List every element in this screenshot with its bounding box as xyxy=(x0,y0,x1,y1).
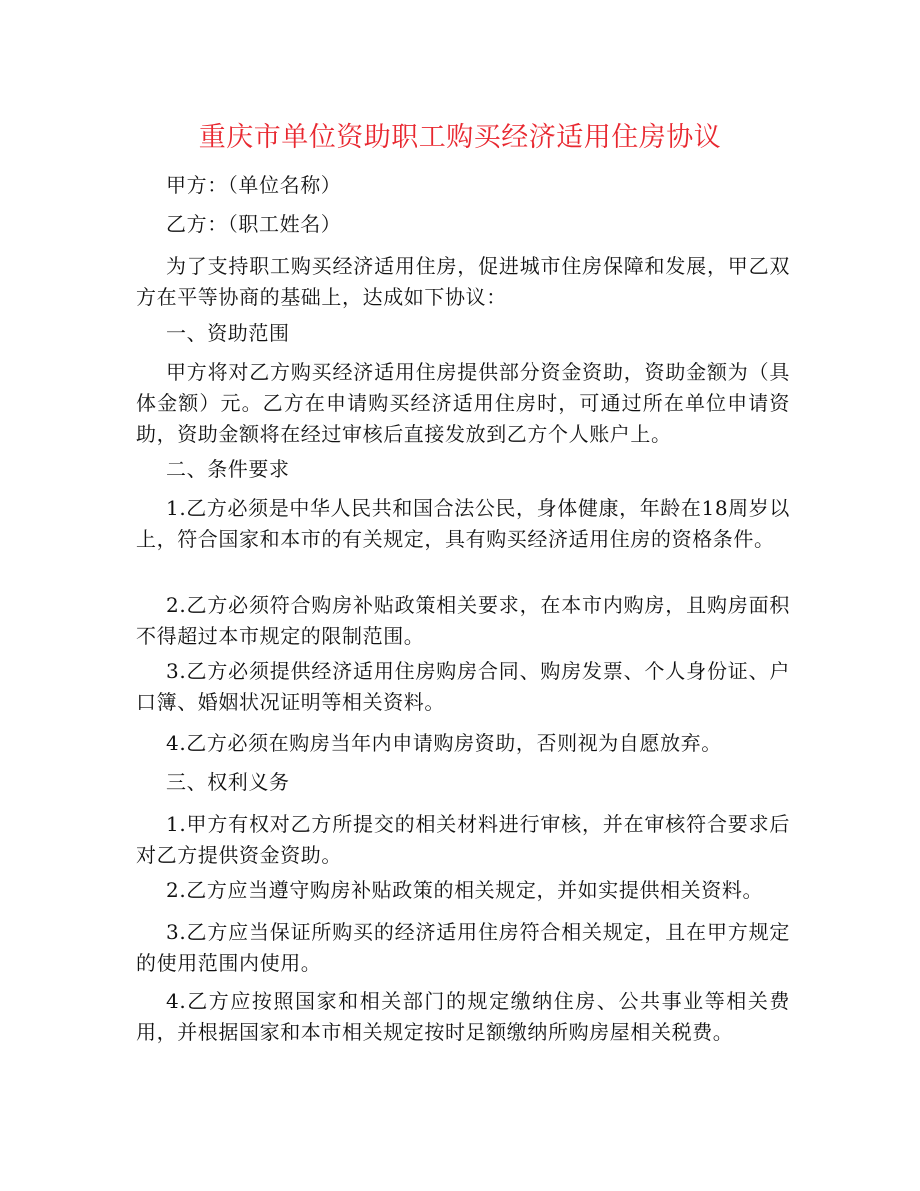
rights-item-1: 1.甲方有权对乙方所提交的相关材料进行审核，并在审核符合要求后对乙方提供资金资助。 xyxy=(136,812,790,867)
requirement-item-1: 1.乙方必须是中华人民共和国合法公民，身体健康，年龄在18周岁以上，符合国家和本市的有关规定，具有购买经济适用住房的资格条件。 xyxy=(136,496,790,551)
section-heading-requirements: 二、条件要求 xyxy=(166,457,290,481)
requirement-item-3: 3.乙方必须提供经济适用住房购房合同、购房发票、个人身份证、户口簿、婚姻状况证明等相关资料。 xyxy=(136,659,790,714)
preamble-paragraph: 为了支持职工购买经济适用住房，促进城市住房保障和发展，甲乙双方在平等协商的基础上，达成如下协议： xyxy=(136,254,790,309)
rights-item-3: 3.乙方应当保证所购买的经济适用住房符合相关规定，且在甲方规定的使用范围内使用。 xyxy=(136,920,790,975)
party-a-line: 甲方：（单位名称） xyxy=(166,173,342,197)
section-heading-funding-scope: 一、资助范围 xyxy=(166,321,290,345)
section-heading-rights-obligations: 三、权利义务 xyxy=(166,770,290,794)
funding-scope-paragraph: 甲方将对乙方购买经济适用住房提供部分资金资助，资助金额为（具体金额）元。乙方在申请购买经济适用住房时，可通过所在单位申请资助，资助金额将在经过审核后直接发放到乙方个人账户上。 xyxy=(136,360,790,446)
document-title: 重庆市单位资助职工购买经济适用住房协议 xyxy=(198,122,722,153)
party-b-line: 乙方：（职工姓名） xyxy=(166,212,342,236)
requirement-item-2: 2.乙方必须符合购房补贴政策相关要求，在本市内购房，且购房面积不得超过本市规定的限制范围。 xyxy=(136,593,790,648)
rights-item-4: 4.乙方应按照国家和相关部门的规定缴纳住房、公共事业等相关费用，并根据国家和本市相关规定按时足额缴纳所购房屋相关税费。 xyxy=(136,989,790,1044)
rights-item-2: 2.乙方应当遵守购房补贴政策的相关规定，并如实提供相关资料。 xyxy=(166,878,764,902)
requirement-item-4: 4.乙方必须在购房当年内申请购房资助，否则视为自愿放弃。 xyxy=(166,731,722,755)
